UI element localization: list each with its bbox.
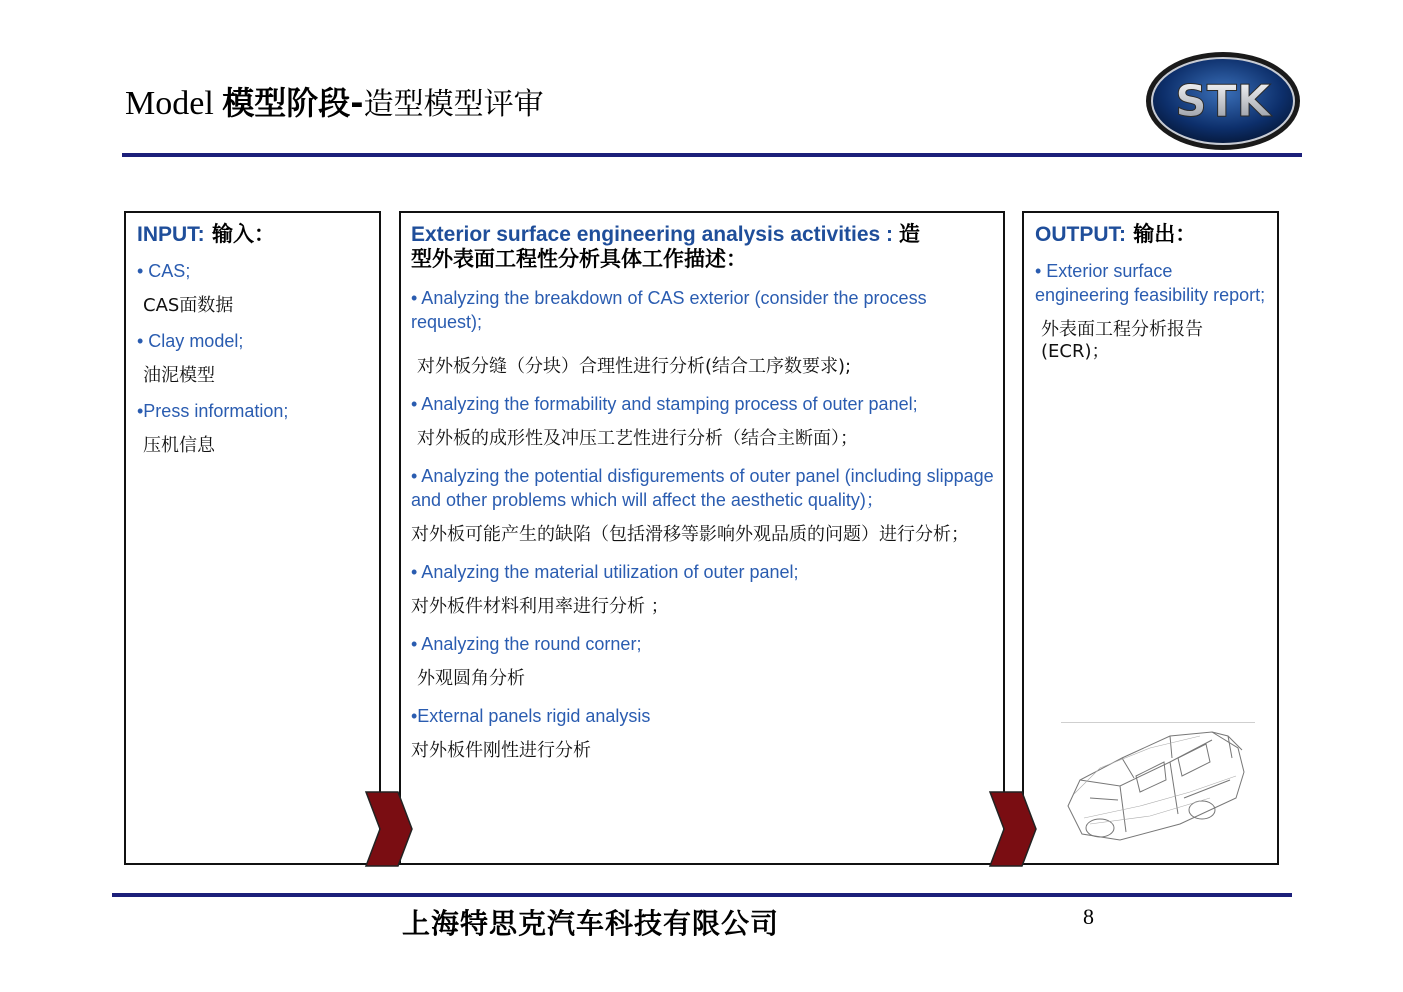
input-item-cas-zh: CAS面数据	[143, 295, 234, 316]
footer-company: 上海特思克汽车科技有限公司	[402, 907, 780, 940]
svg-text:STK: STK	[1175, 76, 1271, 127]
activity-rigid: •External panels rigid analysis	[411, 706, 651, 726]
activities-heading: Exterior surface engineering analysis activities : 造 型外表面工程性分析具体工作描述：	[411, 222, 920, 271]
input-item-cas: • CAS;	[137, 261, 191, 281]
bottom-rule	[112, 893, 1292, 897]
input-item-clay-zh: 油泥模型	[143, 365, 215, 386]
arrow-main-to-output-icon	[988, 790, 1038, 868]
output-item-report: • Exterior surface engineering feasibility report;	[1035, 261, 1266, 305]
title-sub: 造型模型评审	[363, 87, 544, 122]
activity-breakdown-zh: 对外板分缝（分块）合理性进行分析(结合工序数要求);	[417, 356, 852, 377]
title-main: Model	[125, 85, 223, 122]
activity-formability-zh: 对外板的成形性及冲压工艺性进行分析（结合主断面）；	[417, 428, 858, 449]
activity-disfigurements-zh: 对外板可能产生的缺陷（包括滑移等影响外观品质的问题）进行分析；	[411, 524, 969, 545]
activity-breakdown: • Analyzing the breakdown of CAS exterior (consider the process request);	[411, 288, 927, 332]
page-title	[125, 78, 544, 124]
page-number: 8	[1083, 904, 1094, 929]
activity-round-corner: • Analyzing the round corner;	[411, 634, 642, 654]
input-item-clay: • Clay model;	[137, 331, 244, 351]
title-bold: 模型阶段-	[222, 84, 364, 122]
activities-box	[399, 211, 1005, 865]
input-heading: INPUT: 输入：	[137, 222, 275, 246]
car-wireframe-image	[1060, 728, 1250, 846]
activity-disfigurements: • Analyzing the potential disfigurements of outer panel (including slippage and other problems which will affect the aesthetic quality)；	[411, 466, 994, 510]
input-item-press-zh: 压机信息	[143, 435, 215, 456]
output-item-report-zh: 外表面工程分析报告(ECR)；	[1041, 319, 1203, 362]
output-heading: OUTPUT: 输出：	[1035, 222, 1197, 246]
car-image-rule	[1061, 722, 1255, 723]
top-rule	[122, 153, 1302, 157]
input-item-press: •Press information;	[137, 401, 289, 421]
activity-rigid-zh: 对外板件刚性进行分析	[411, 740, 591, 761]
activity-formability: • Analyzing the formability and stamping process of outer panel;	[411, 394, 918, 414]
stk-logo	[1144, 50, 1302, 152]
arrow-input-to-main-icon	[364, 790, 414, 868]
activity-material: • Analyzing the material utilization of outer panel;	[411, 562, 799, 582]
input-box	[124, 211, 381, 865]
activity-round-corner-zh: 外观圆角分析	[417, 668, 525, 689]
activity-material-zh: 对外板件材料利用率进行分析 ；	[411, 596, 669, 617]
